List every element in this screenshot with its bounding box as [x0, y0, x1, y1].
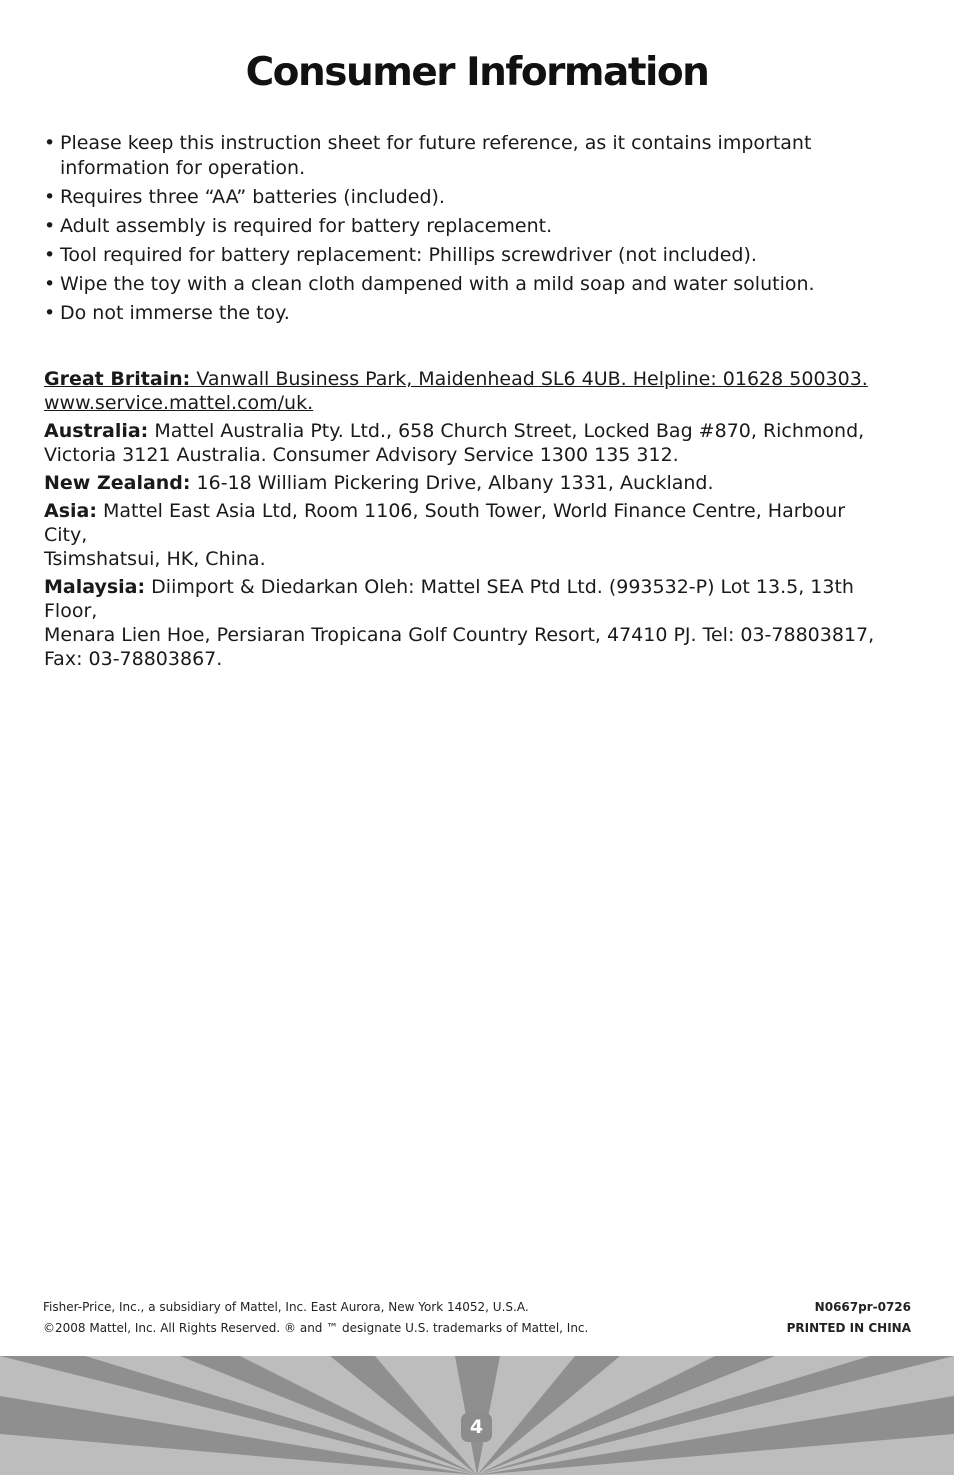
contact-text: Vanwall Business Park, Maidenhead SL6 4UB. Helpline: 01628 500303.	[196, 368, 868, 390]
contact-text: Victoria 3121 Australia. Consumer Advisory Service 1300 135 312.	[44, 444, 679, 466]
contact-text: Mattel East Asia Ltd, Room 1106, South Tower, World Finance Centre, Harbour City,	[44, 500, 846, 546]
service-link[interactable]: www.service.mattel.com/uk.	[44, 392, 314, 414]
page-number-badge: 4	[461, 1413, 492, 1442]
list-item: • Please keep this instruction sheet for future reference, as it contains important information for operation.	[44, 131, 904, 181]
contact-label: Great Britain:	[44, 368, 191, 390]
list-item: • Tool required for battery replacement: Phillips screwdriver (not included).	[44, 243, 904, 268]
contact-malaysia	[44, 575, 884, 671]
list-item: • Wipe the toy with a clean cloth dampened with a mild soap and water solution.	[44, 272, 904, 297]
footer-row	[43, 1318, 911, 1339]
company-info: Fisher-Price, Inc., a subsidiary of Mattel, Inc. East Aurora, New York 14052, U.S.A.	[43, 1300, 529, 1314]
contact-text: Diimport & Diedarkan Oleh: Mattel SEA Ptd Ltd. (993532-P) Lot 13.5, 13th Floor,	[44, 576, 854, 622]
instructions-list	[44, 131, 904, 330]
contact-label: New Zealand:	[44, 472, 191, 494]
footer	[43, 1297, 911, 1339]
contact-label: Malaysia:	[44, 576, 146, 598]
contact-text: Menara Lien Hoe, Persiaran Tropicana Golf Country Resort, 47410 PJ. Tel: 03-78803817,	[44, 624, 875, 646]
list-item: • Requires three “AA” batteries (included).	[44, 185, 904, 210]
contact-text: Mattel Australia Pty. Ltd., 658 Church Street, Locked Bag #870, Richmond,	[154, 420, 865, 442]
contact-text: 16-18 William Pickering Drive, Albany 1331, Auckland.	[196, 472, 714, 494]
contact-label: Asia:	[44, 500, 97, 522]
printed-in: PRINTED IN CHINA	[786, 1321, 911, 1335]
page-title: Consumer Information	[245, 50, 709, 95]
contact-great-britain	[44, 367, 884, 415]
contact-australia	[44, 419, 884, 467]
product-code: N0667pr-0726	[814, 1300, 911, 1314]
contact-text: Fax: 03-78803867.	[44, 648, 223, 670]
footer-row	[43, 1297, 911, 1318]
list-item: • Do not immerse the toy.	[44, 301, 904, 326]
copyright-notice: ©2008 Mattel, Inc. All Rights Reserved. ® and ™ designate U.S. trademarks of Mattel, Inc.	[43, 1321, 589, 1335]
contact-new-zealand	[44, 471, 884, 495]
contact-addresses	[44, 367, 884, 675]
contact-asia	[44, 499, 884, 571]
list-item: • Adult assembly is required for battery replacement.	[44, 214, 904, 239]
contact-text: Tsimshatsui, HK, China.	[44, 548, 266, 570]
contact-label: Australia:	[44, 420, 149, 442]
